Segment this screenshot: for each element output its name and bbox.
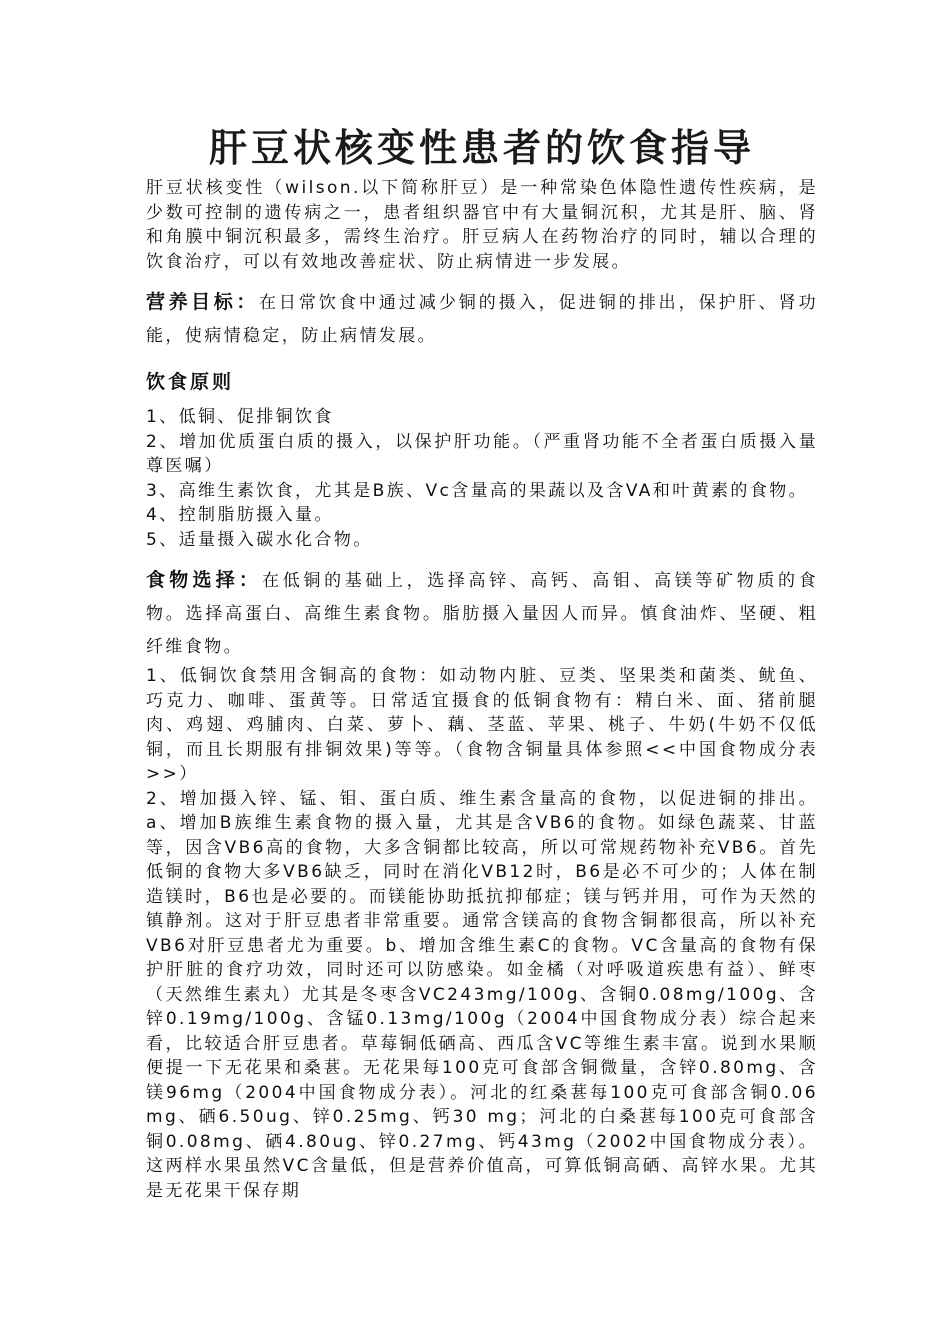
principle-item-2: 2、增加优质蛋白质的摄入，以保护肝功能。（严重肾功能不全者蛋白质摄入量尊医嘱） xyxy=(146,431,818,476)
principle-item-4: 4、控制脂肪摄入量。 xyxy=(146,505,334,525)
intro-paragraph: 肝豆状核变性（wilson.以下简称肝豆）是一种常染色体隐性遗传性疾病，是少数可控制的遗传病之一，患者组织器官中有大量铜沉积，尤其是肝、脑、肾和角膜中铜沉积最多，需终生治疗。肝豆病人在药物治疗的同时，辅以合理的饮食治疗，可以有效地改善症状、防止病情进一步发展。 xyxy=(146,178,818,272)
principles-list xyxy=(146,405,818,552)
nutrition-goal-text: 在日常饮食中通过减少铜的摄入，促进铜的排出，保护肝、肾功能，使病情稳定，防止病情发展。 xyxy=(146,293,818,346)
food-selection-list xyxy=(146,664,818,1203)
food-selection-label: 食物选择： xyxy=(146,569,263,591)
spacer xyxy=(146,353,818,359)
food-selection-item-1: 1、低铜饮食禁用含铜高的食物：如动物内脏、豆类、坚果类和菌类、鱿鱼、巧克力、咖啡、蛋黄等。日常适宜摄食的低铜食物有：精白米、面、猪前腿肉、鸡翅、鸡脯肉、白菜、萝卜、藕、茎蓝、苹果、桃子、牛奶(牛奶不仅低铜，而且长期服有排铜效果)等等。（食物含铜量具体参照<<中国食物成分表>>） xyxy=(146,666,818,784)
food-selection-paragraph xyxy=(146,564,818,664)
document-title: 肝豆状核变性患者的饮食指导 xyxy=(208,126,755,170)
nutrition-goal-paragraph xyxy=(146,286,818,353)
food-selection-text: 在低铜的基础上，选择高锌、高钙、高钼、高镁等矿物质的食物。选择高蛋白、高维生素食物。脂肪摄入量因人而异。慎食油炸、坚硬、粗纤维食物。 xyxy=(146,571,818,657)
spacer xyxy=(146,552,818,564)
spacer xyxy=(146,274,818,286)
food-selection-item-2: 2、增加摄入锌、锰、钼、蛋白质、维生素含量高的食物，以促进铜的排出。a、增加B族维生素食物的摄入量，尤其是含VB6的食物。如绿色蔬菜、甘蓝等，因含VB6高的食物，大多含铜都比较高，所以可常规药物补充VB6。首先低铜的食物大多VB6缺乏，同时在消化VB12时，B6是必不可少的；人体在制造镁时，B6也是必要的。而镁能协助抵抗抑郁症；镁与钙并用，可作为天然的镇静剂。这对于肝豆患者非常重要。通常含镁高的食物含铜都很高，所以补充VB6对肝豆患者尤为重要。b、增加含维生素C的食物。VC含量高的食物有保护肝脏的食疗功效，同时还可以防感染。如金橘（对呼吸道疾患有益）、鲜枣（天然维生素丸）尤其是冬枣含VC243mg/100g、含铜0.08mg/100g、含锌0.19mg/100g、含锰0.13mg/100g（2004中国食物成分表）综合起来看，比较适合肝豆患者。草莓铜低硒高、西瓜含VC等维生素丰富。说到水果顺便提一下无花果和桑葚。无花果每100克可食部含铜微量，含锌0.80mg、含镁96mg（2004中国食物成分表）。河北的红桑葚每100克可食部含铜0.06 mg、硒6.50ug、锌0.25mg、钙30 mg；河北的白桑葚每100克可食部含铜0.08mg、硒4.80ug、锌0.27mg、钙43mg（2002中国食物成分表）。这两样水果虽然VC含量低，但是营养价值高，可算低铜高硒、高锌水果。尤其是无花果干保存期 xyxy=(146,788,818,1201)
principles-heading: 饮食原则 xyxy=(146,371,235,393)
principle-item-1: 1、低铜、促排铜饮食 xyxy=(146,407,334,427)
principle-item-5: 5、适量摄入碳水化合物。 xyxy=(146,529,373,550)
document-page xyxy=(146,120,818,1203)
nutrition-goal-label: 营养目标： xyxy=(146,291,259,313)
principle-item-3: 3、高维生素饮食，尤其是B族、Vc含量高的果蔬以及含VA和叶黄素的食物。 xyxy=(146,480,809,501)
